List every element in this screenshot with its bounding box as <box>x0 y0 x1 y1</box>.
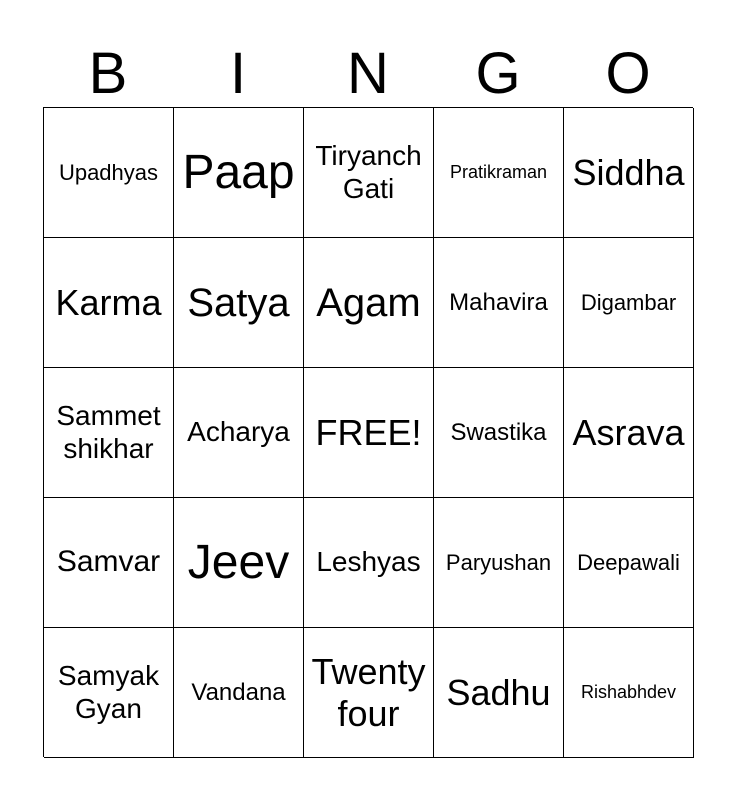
cell-text: Asrava <box>572 411 685 453</box>
cell-text: Jeev <box>187 535 290 589</box>
cell-text: Pratikraman <box>449 162 548 183</box>
bingo-cell-r1c5[interactable] <box>564 108 694 238</box>
bingo-cell-r5c4[interactable] <box>434 628 564 758</box>
bingo-cell-r3c4[interactable] <box>434 368 564 498</box>
cell-text: Paryushan <box>445 549 552 575</box>
cell-text: Satya <box>187 280 290 325</box>
cell-text: Upadhyas <box>58 159 159 185</box>
bingo-cell-r2c1[interactable] <box>44 238 174 368</box>
bingo-cell-r4c1[interactable] <box>44 498 174 628</box>
cell-text: Twenty four <box>311 651 426 734</box>
cell-text: Sadhu <box>446 671 551 713</box>
cell-text: Sammet shikhar <box>56 400 161 464</box>
bingo-cell-r3c5[interactable] <box>564 368 694 498</box>
cell-text: FREE! <box>315 411 422 453</box>
cell-text: Siddha <box>572 151 685 193</box>
bingo-cell-r2c2[interactable] <box>174 238 304 368</box>
cell-text: Acharya <box>187 416 290 448</box>
cell-text: Samvar <box>56 545 161 579</box>
cell-text: Leshyas <box>316 546 421 578</box>
bingo-cell-r4c5[interactable] <box>564 498 694 628</box>
bingo-cell-r2c5[interactable] <box>564 238 694 368</box>
bingo-cell-r5c3[interactable] <box>304 628 434 758</box>
header-letter-g: G <box>475 41 521 106</box>
header-letter-b: B <box>88 41 128 106</box>
cell-text: Paap <box>182 145 295 199</box>
bingo-cell-r3c3[interactable] <box>304 368 434 498</box>
cell-text: Swastika <box>450 418 547 446</box>
header-letter-o: O <box>605 41 651 106</box>
cell-text: Karma <box>55 281 162 323</box>
cell-text: Tiryanch Gati <box>315 140 422 204</box>
bingo-cell-r4c2[interactable] <box>174 498 304 628</box>
bingo-cell-r1c1[interactable] <box>44 108 174 238</box>
bingo-cell-r5c2[interactable] <box>174 628 304 758</box>
bingo-cell-r3c1[interactable] <box>44 368 174 498</box>
cell-text: Agam <box>316 280 421 325</box>
cell-text: Digambar <box>580 289 677 315</box>
header-letter-n: N <box>347 41 389 106</box>
cell-text: Mahavira <box>449 288 548 316</box>
bingo-cell-r1c2[interactable] <box>174 108 304 238</box>
bingo-cell-r4c3[interactable] <box>304 498 434 628</box>
bingo-cell-r1c3[interactable] <box>304 108 434 238</box>
bingo-cell-r1c4[interactable] <box>434 108 564 238</box>
bingo-cell-r5c1[interactable] <box>44 628 174 758</box>
bingo-cell-r5c5[interactable] <box>564 628 694 758</box>
header-letter-i: I <box>229 41 247 106</box>
cell-text: Rishabhdev <box>580 682 677 703</box>
cell-text: Vandana <box>191 678 286 706</box>
bingo-cell-r3c2[interactable] <box>174 368 304 498</box>
bingo-header <box>43 40 693 108</box>
bingo-cell-r2c3[interactable] <box>304 238 434 368</box>
cell-text: Deepawali <box>577 549 680 575</box>
bingo-board <box>43 107 693 757</box>
bingo-cell-r4c4[interactable] <box>434 498 564 628</box>
bingo-cell-r2c4[interactable] <box>434 238 564 368</box>
cell-text: Samyak Gyan <box>57 660 160 724</box>
